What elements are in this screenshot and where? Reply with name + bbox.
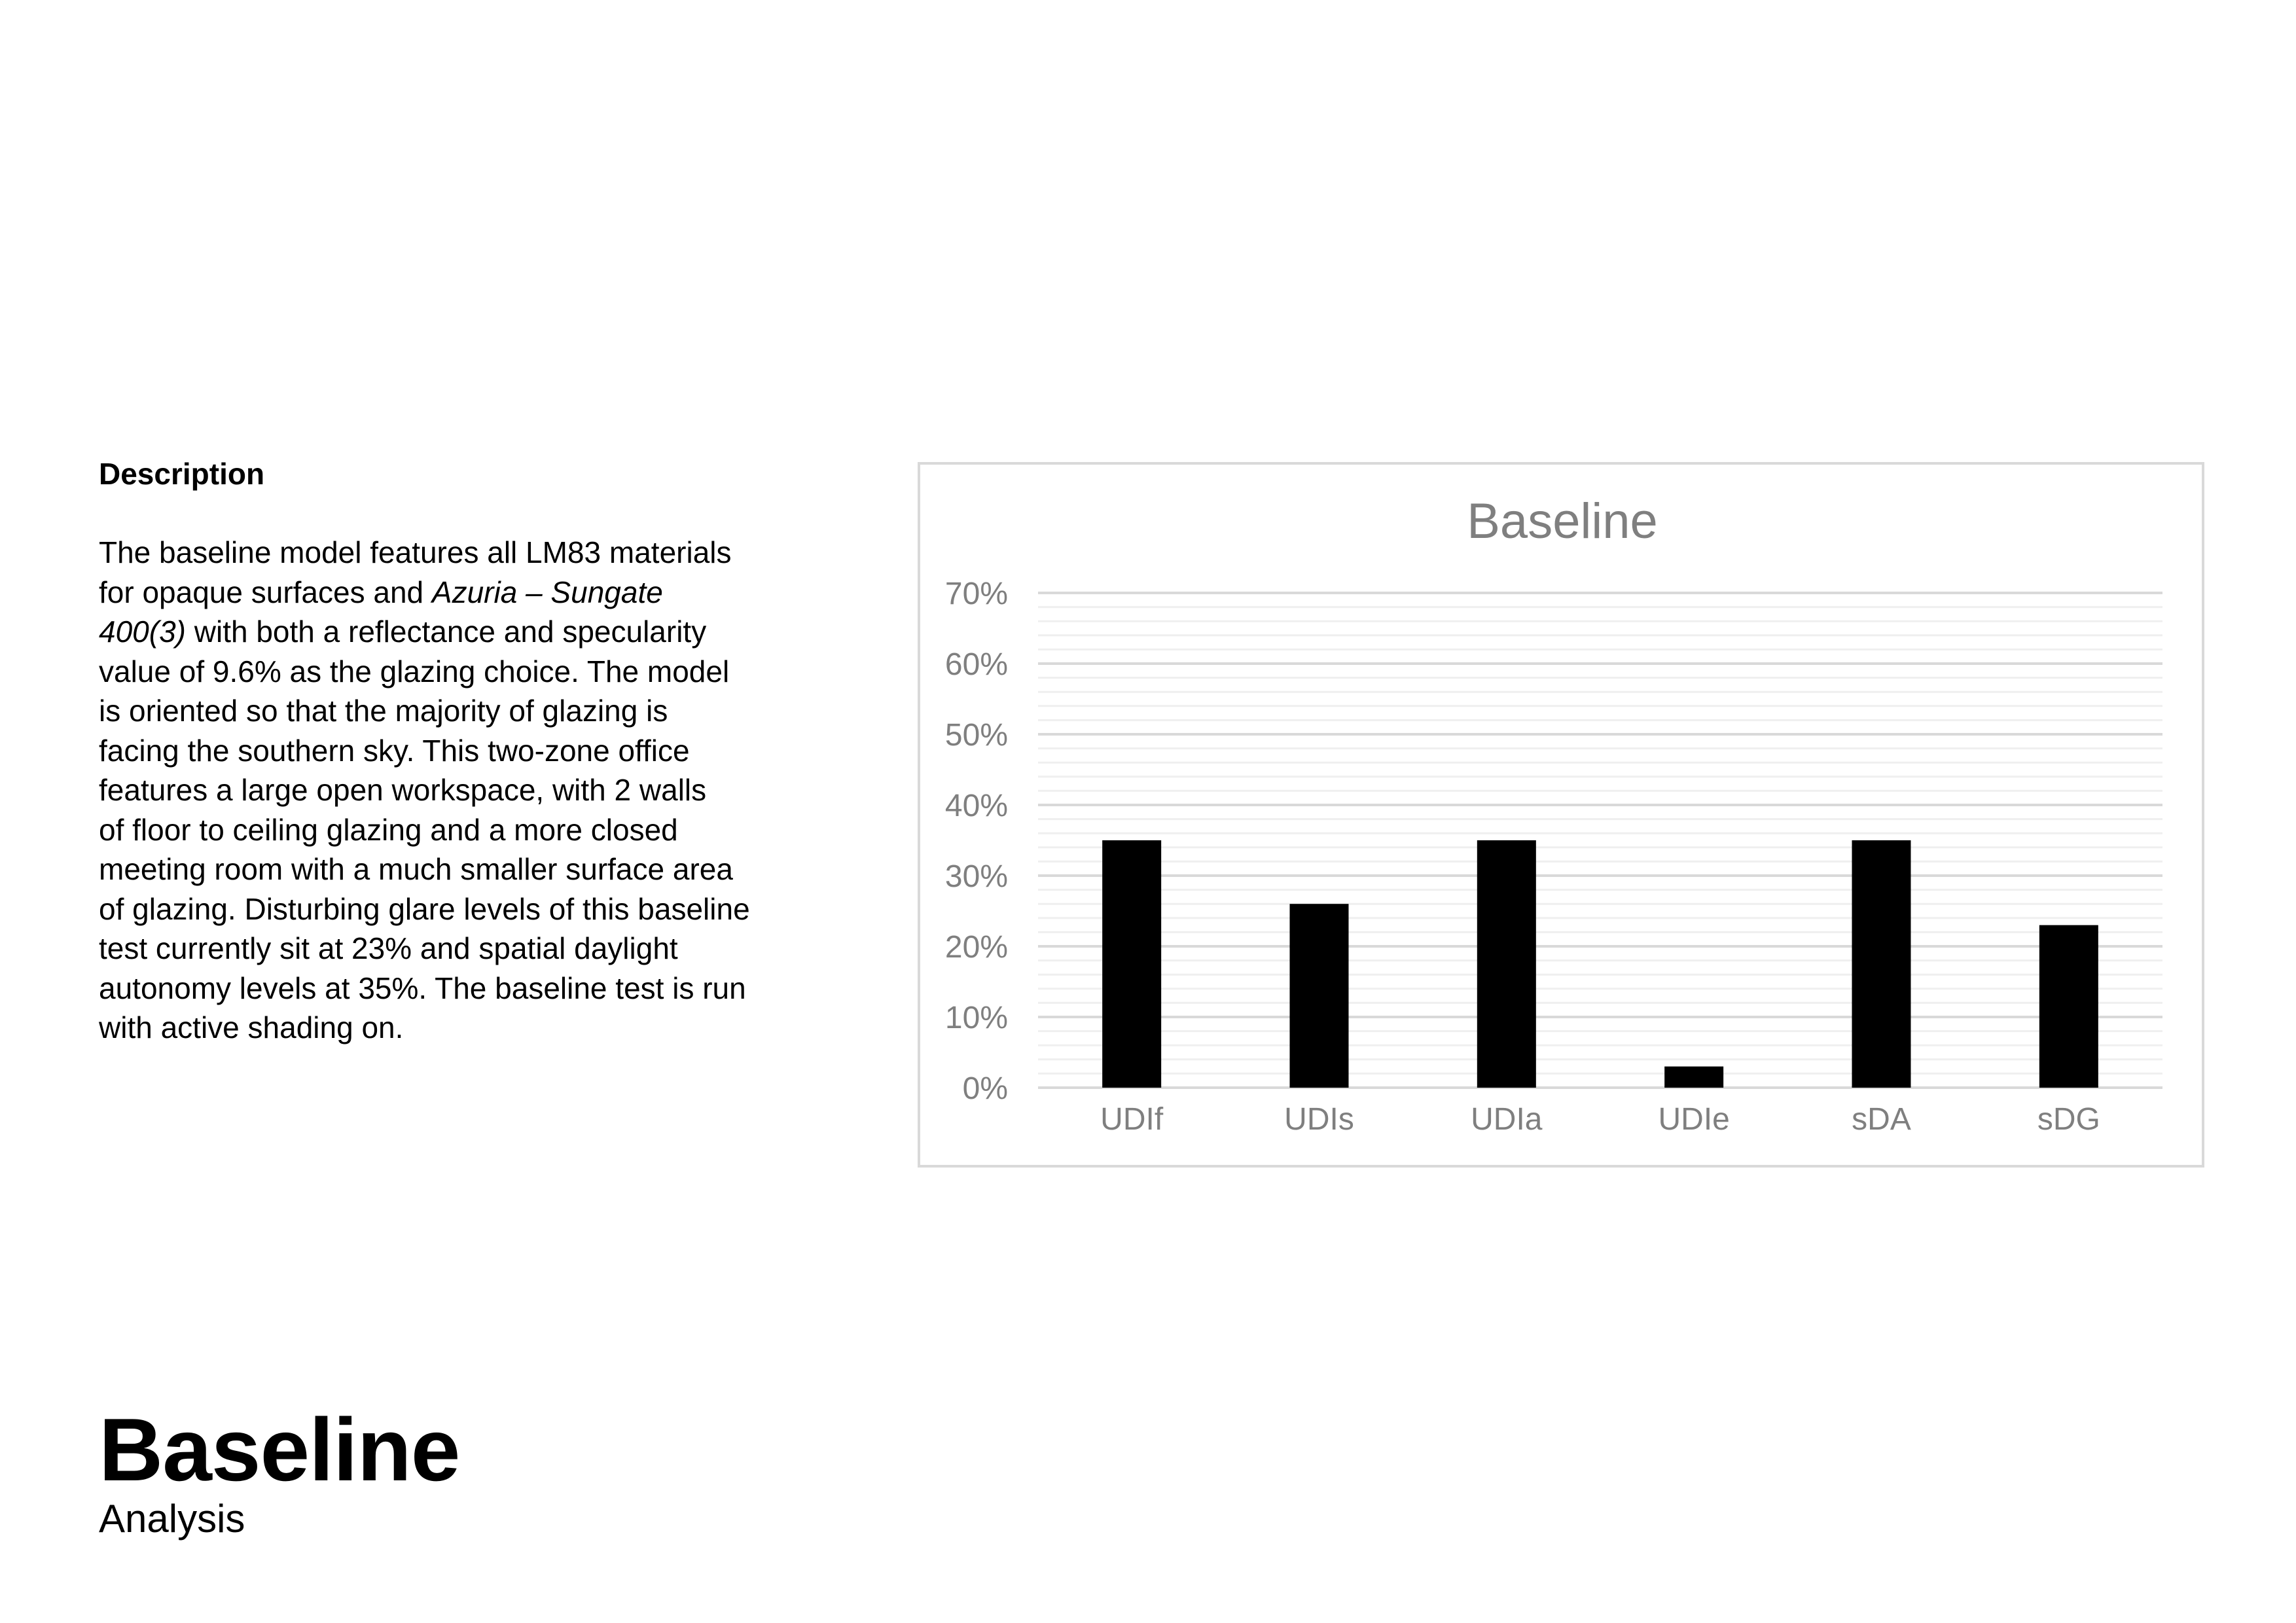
description-text <box>99 533 825 1048</box>
y-tick-label: 50% <box>944 718 1008 753</box>
description-line <box>99 691 825 731</box>
description-italic-text: 400(3) <box>99 615 186 649</box>
y-tick-label: 40% <box>944 789 1008 823</box>
description-text-segment: of floor to ceiling glazing and a more closed <box>99 812 678 847</box>
description-line <box>99 652 825 692</box>
description-text-segment: value of 9.6% as the glazing choice. The model <box>99 654 730 688</box>
description-text-segment: features a large open workspace, with 2 walls <box>99 773 707 807</box>
bar-sda <box>1852 840 1911 1088</box>
bar-udie <box>1664 1067 1723 1088</box>
x-category-label: UDIe <box>1658 1102 1730 1137</box>
description-line <box>99 810 825 850</box>
chart-canvas <box>920 465 2202 1165</box>
description-text-segment: autonomy levels at 35%. The baseline test is run <box>99 971 746 1005</box>
description-line <box>99 612 825 652</box>
description-line <box>99 573 825 613</box>
description-line <box>99 770 825 810</box>
y-tick-label: 10% <box>944 1001 1008 1035</box>
description-line <box>99 731 825 771</box>
baseline-chart <box>918 462 2204 1168</box>
description-line <box>99 533 825 573</box>
description-block <box>99 454 825 1048</box>
bar-sdg <box>2039 925 2098 1088</box>
x-category-label: UDIs <box>1284 1102 1354 1137</box>
description-text-segment: test currently sit at 23% and spatial daylight <box>99 931 678 965</box>
y-tick-label: 30% <box>944 859 1008 894</box>
description-line <box>99 889 825 929</box>
bar-udis <box>1290 904 1349 1088</box>
y-tick-label: 20% <box>944 930 1008 965</box>
description-text-segment: of glazing. Disturbing glare levels of this baseline <box>99 891 750 926</box>
bar-udif <box>1102 840 1161 1088</box>
description-text-segment: meeting room with a much smaller surface area <box>99 852 733 886</box>
x-category-label: UDIa <box>1471 1102 1543 1137</box>
chart-title: Baseline <box>1467 493 1658 549</box>
x-category-label: sDA <box>1852 1102 1911 1137</box>
description-heading: Description <box>99 457 265 491</box>
y-tick-label: 0% <box>962 1071 1008 1106</box>
description-text-segment: facing the southern sky. This two-zone office <box>99 733 690 768</box>
page-title: Baseline <box>99 1400 460 1499</box>
y-tick-label: 60% <box>944 647 1008 682</box>
x-category-label: UDIf <box>1100 1102 1164 1137</box>
y-tick-label: 70% <box>944 577 1008 611</box>
description-text-segment: with both a reflectance and specularity <box>185 615 707 649</box>
description-line <box>99 969 825 1008</box>
description-text-segment: with active shading on. <box>99 1010 404 1044</box>
description-text-segment: is oriented so that the majority of glazing is <box>99 694 668 728</box>
page-subtitle: Analysis <box>99 1497 245 1541</box>
description-italic-text: Azuria – Sungate <box>431 575 663 609</box>
x-category-label: sDG <box>2037 1102 2100 1137</box>
description-text-segment: The baseline model features all LM83 materials <box>99 535 732 569</box>
bar-udia <box>1477 840 1536 1088</box>
description-line <box>99 849 825 889</box>
description-text-segment: for opaque surfaces and <box>99 575 432 609</box>
description-line <box>99 1008 825 1048</box>
description-line <box>99 929 825 969</box>
